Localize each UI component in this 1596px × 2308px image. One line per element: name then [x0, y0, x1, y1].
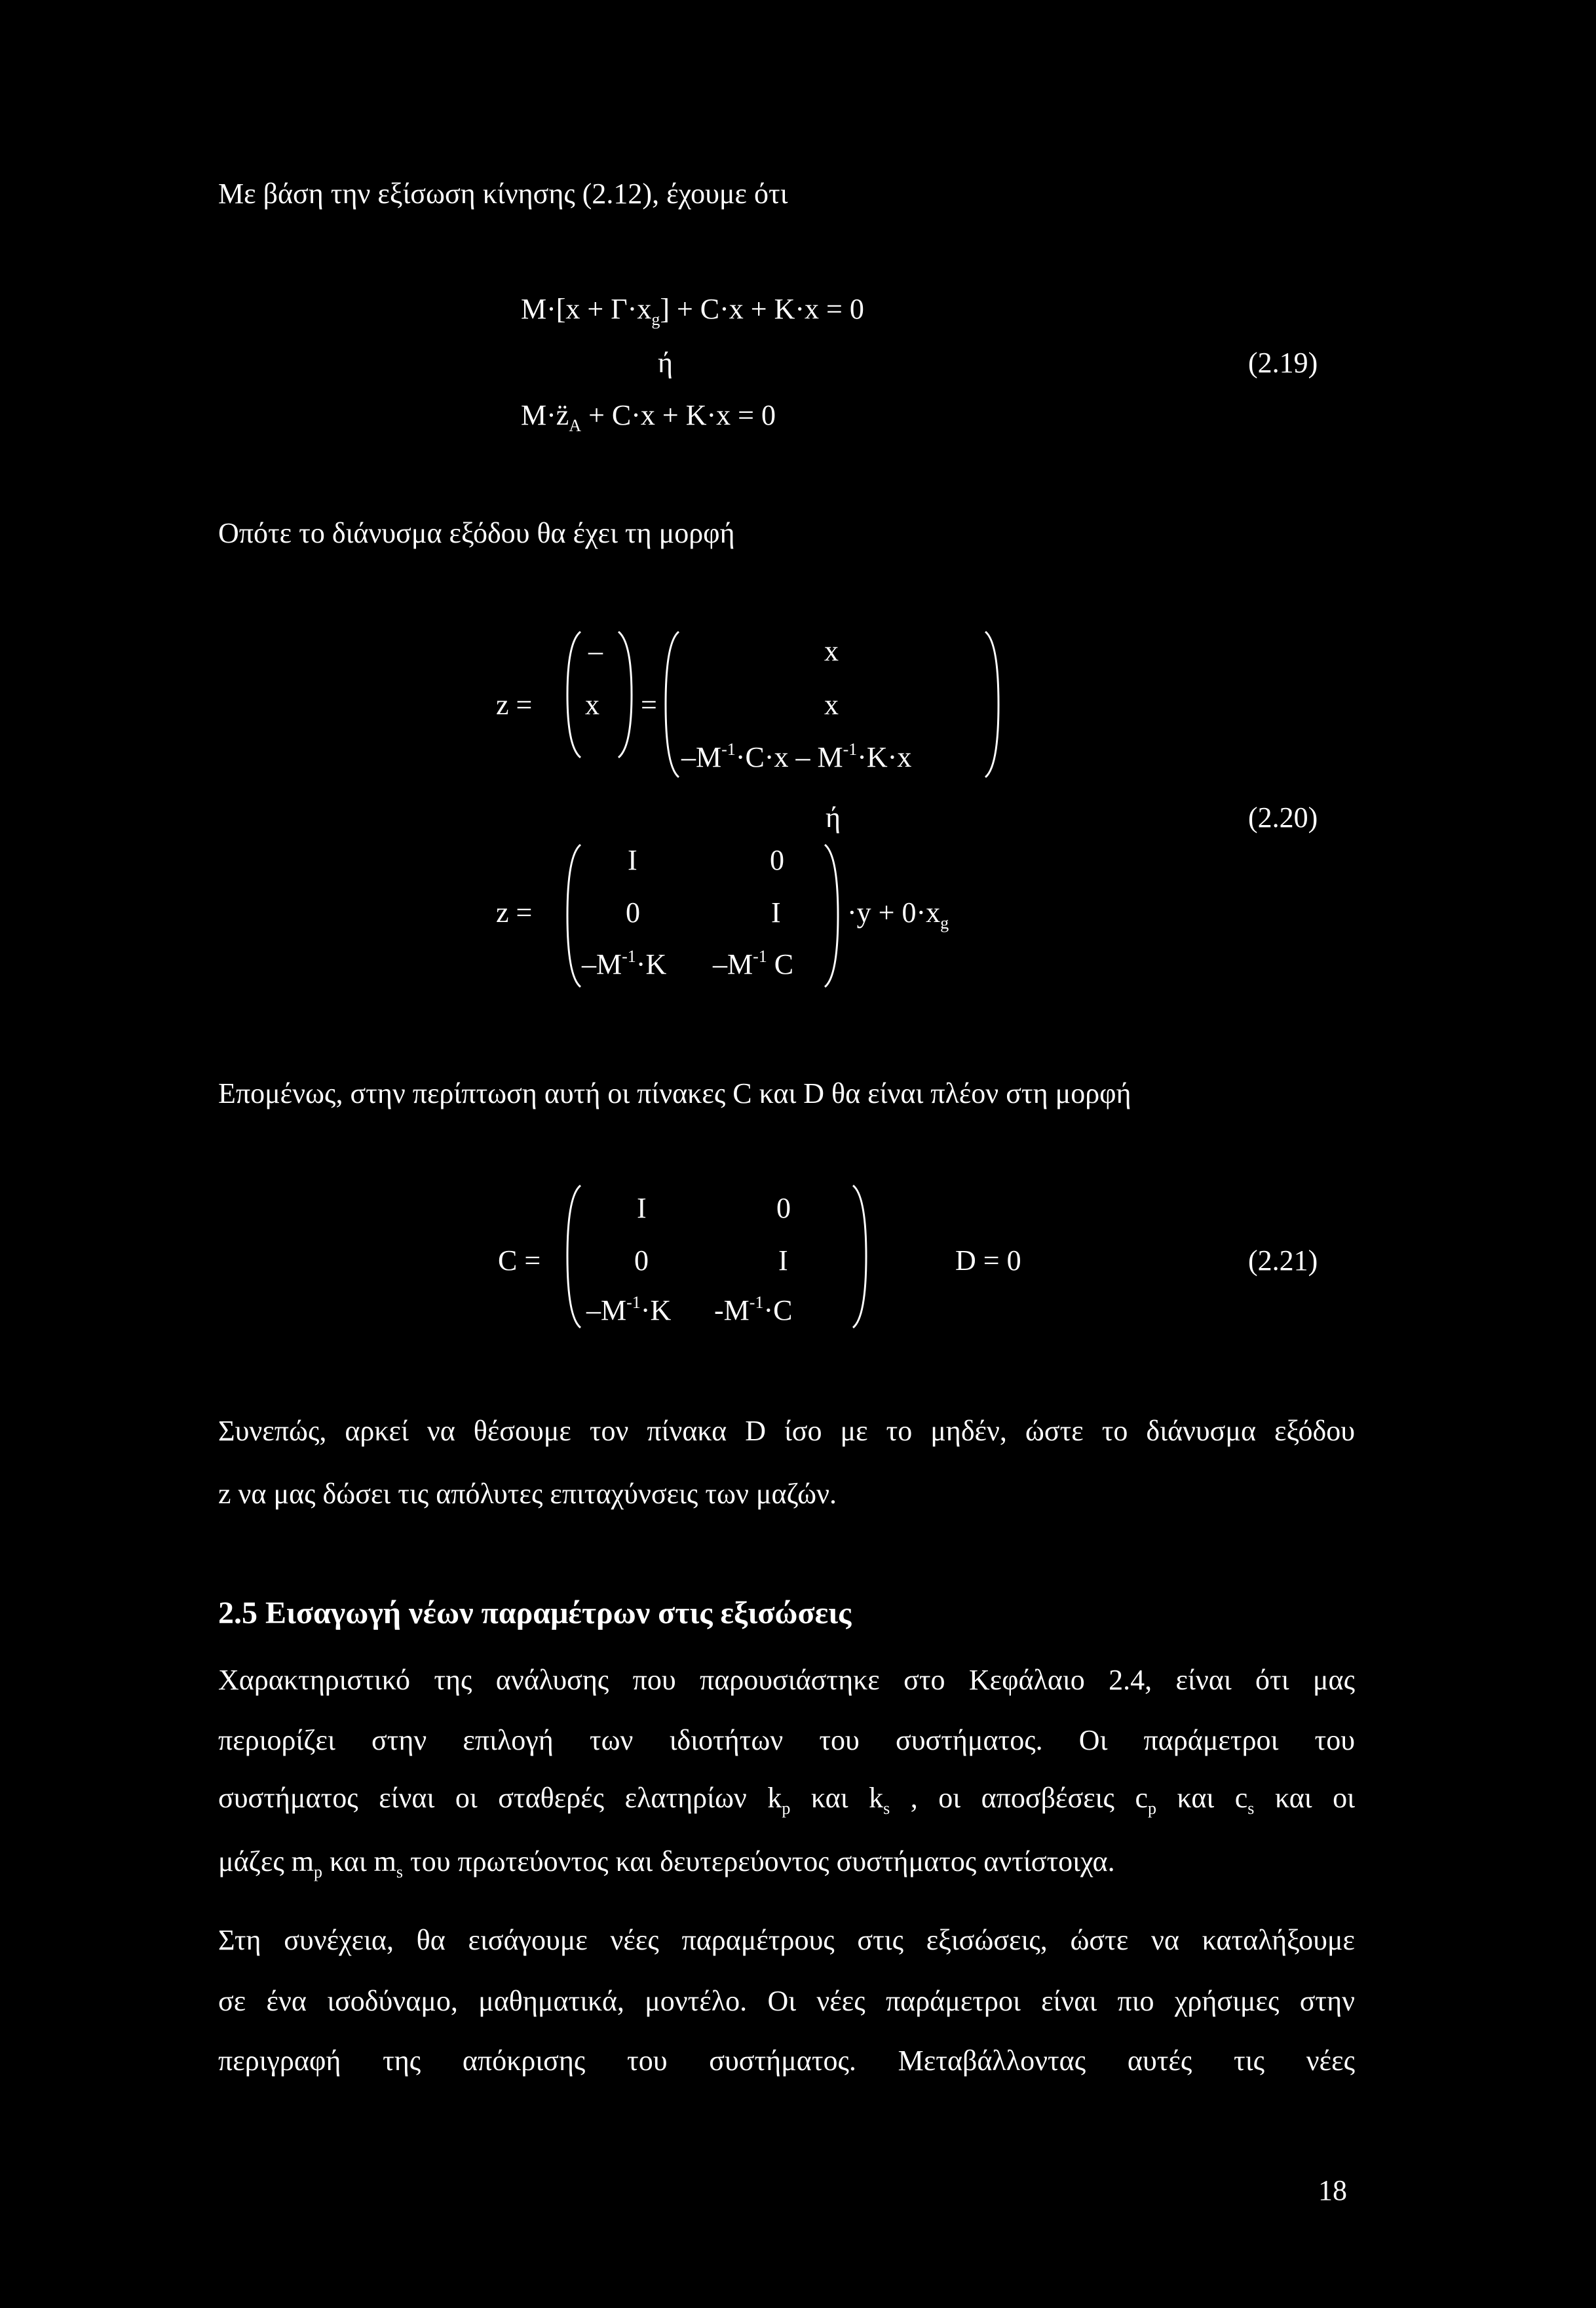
eq220-m-r2c1: 0	[626, 896, 640, 929]
eq220-vec1-r1: –	[588, 635, 603, 667]
eq221-r1c1: I	[637, 1192, 647, 1224]
eq220-m-r1c2: 0	[770, 844, 784, 876]
p1-line-4: μάζες $m_p$ και $m_s$ του πρωτεύοντος και δευτερεύοντος συστήματος αντίστοιχα.	[218, 1845, 1115, 1881]
eq220-or: ή	[826, 801, 841, 834]
eq221-r2c2: I	[778, 1244, 788, 1277]
eq220-vec1-r2: x	[585, 689, 599, 721]
conclusion-line-1: Συνεπώς, αρκεί να θέσουμε τον πίνακα D ίσο με το μηδέν, ώστε το διάνυσμα εξόδου	[218, 1415, 1355, 1447]
p1-line-3: συστήματος είναι οι σταθερές ελατηρίων $k_p$ και $k_s$ , οι αποσβέσεις $c_p$ και $c_s$ και οι	[218, 1782, 1355, 1818]
intro-text: Με βάση την εξίσωση κίνησης (2.12), έχουμε ότι	[218, 178, 788, 210]
page-number: 18	[1318, 2174, 1347, 2206]
eq220-matrix-left-paren	[563, 842, 583, 990]
eq220-z2-label: z =	[496, 896, 533, 929]
conclusion-line-2: z να μας δώσει τις απόλυτες επιταχύνσεις των μαζών.	[218, 1478, 837, 1510]
eq219-number: (2.19)	[1248, 347, 1318, 379]
eq220-m-r3c1: $-M^{-1}\cdot K$	[582, 947, 667, 980]
eq221-right-paren	[850, 1183, 870, 1330]
eq220-vec2-left-paren	[662, 629, 681, 780]
eq221-number: (2.21)	[1248, 1244, 1318, 1277]
eq221-left-paren	[563, 1183, 583, 1330]
eq221-r3c1: $-M^{-1}\cdot K$	[586, 1293, 672, 1326]
p1-line-2: περιορίζει στην επιλογή των ιδιοτήτων του συστήματος. Οι παράμετροι του	[218, 1724, 1355, 1756]
p2-line-3: περιγραφή της απόκρισης του συστήματος. Μεταβάλλοντας αυτές τις νέες	[218, 2045, 1355, 2077]
eq220-vec1-right-paren	[616, 629, 636, 760]
eq220-m-r1c1: I	[628, 844, 637, 876]
eq221-r1c2: 0	[776, 1192, 791, 1224]
eq220-matrix-right-paren	[822, 842, 842, 990]
eq220-vec1-left-paren	[563, 629, 583, 760]
p2-line-1: Στη συνέχεια, θα εισάγουμε νέες παραμέτρους στις εξισώσεις, ώστε να καταλήξουμε	[218, 1924, 1355, 1956]
output-vector-text: Οπότε το διάνυσμα εξόδου θα έχει τη μορφή	[218, 517, 735, 549]
eq220-number: (2.20)	[1248, 801, 1318, 834]
p2-line-2: σε ένα ισοδύναμο, μαθηματικά, μοντέλο. Οι νέες παράμετροι είναι πιο χρήσιμες στην	[218, 1985, 1355, 2017]
eq219-or: ή	[658, 347, 674, 379]
eq219-line1: $M\cdot[x + \Gamma\cdot x_g] + C\cdot x + K\cdot x = 0$	[521, 293, 864, 329]
eq220-equals: =	[641, 689, 657, 721]
eq220-vec2-r2: x	[824, 689, 839, 721]
eq220-vec2-r1: x	[824, 635, 839, 667]
eq220-vec2-right-paren	[983, 629, 1002, 780]
eq221-d: D = 0	[955, 1244, 1021, 1277]
eq221-r3c2: $-M^{-1}\cdot C$	[714, 1293, 793, 1326]
matrices-text: Επομένως, στην περίπτωση αυτή οι πίνακες C και D θα είναι πλέον στη μορφή	[218, 1077, 1131, 1109]
eq221-r2c1: 0	[634, 1244, 649, 1277]
eq219-line2: $M\cdot z̈_A + C\cdot x + K\cdot x = 0$	[521, 399, 776, 435]
eq220-vec2-r3: $-M^{-1}\cdot C\cdot x - M^{-1}\cdot K\cdot x$	[681, 740, 912, 773]
section-heading: 2.5 Εισαγωγή νέων παραμέτρων στις εξισώσεις	[218, 1596, 852, 1630]
eq221-c-label: C =	[498, 1244, 541, 1277]
eq220-m-r3c2: $-M^{-1}$ C	[713, 947, 794, 980]
eq220-m-r2c2: I	[771, 896, 781, 929]
p1-line-1: Χαρακτηριστικό της ανάλυσης που παρουσιάστηκε στο Κεφάλαιο 2.4, είναι ότι μας	[218, 1664, 1355, 1696]
eq220-z-label: z =	[496, 689, 533, 721]
eq220-tail: $\cdot y + 0\cdot x_g$	[847, 896, 949, 933]
